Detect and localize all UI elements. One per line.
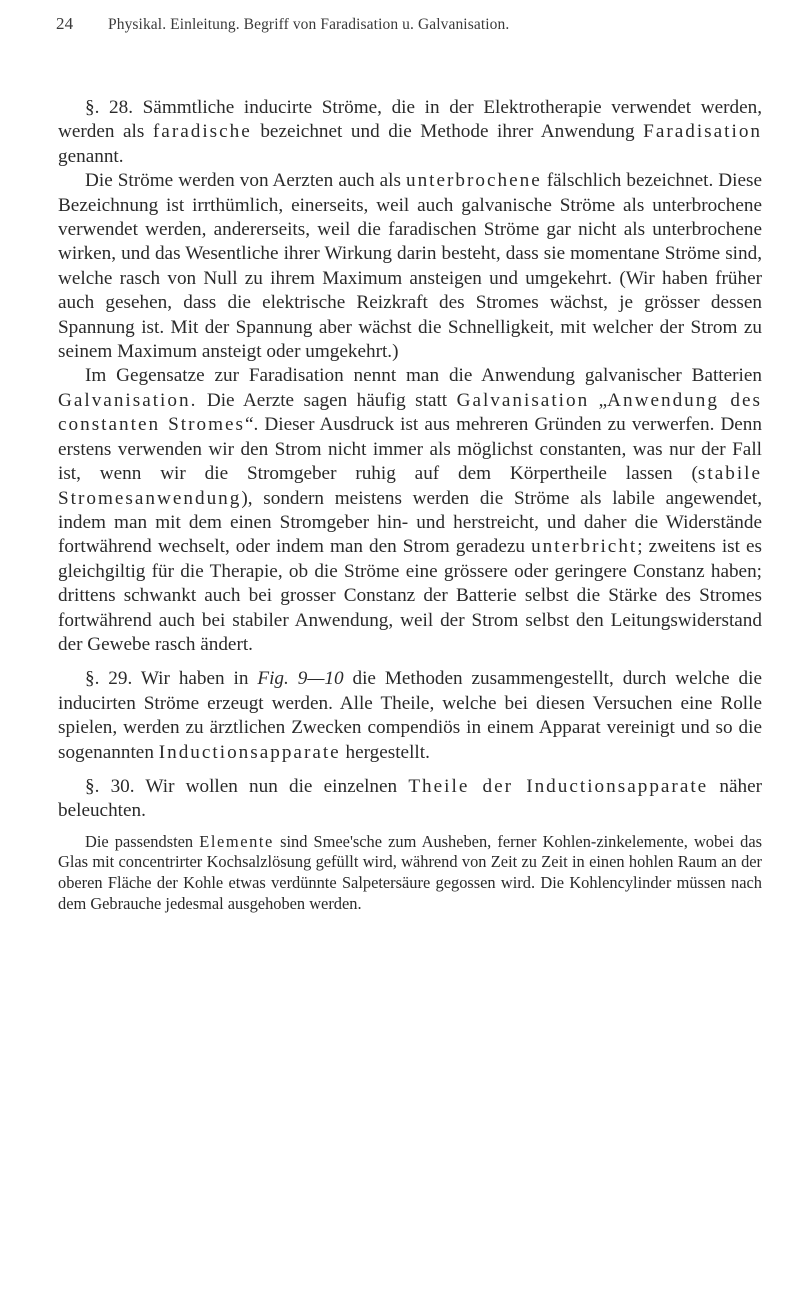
figure-reference: Fig. 9—10 [257,668,344,690]
page-body [58,96,762,914]
text-run: Im Gegensatze zur Faradisation nennt man die Anwendung galvanischer Batterien [85,365,762,387]
spaced-term: Faradisation [643,121,763,143]
paragraph-elemente [58,832,762,914]
page-number: 24 [56,14,74,33]
text-run: §. 30. Wir wollen nun die einzelnen [85,775,409,797]
spaced-term: stabile Stromesanwendung [58,463,762,509]
text-run: §. 29. Wir haben in [85,668,258,690]
page-header [56,14,740,40]
text-run: sind Smee'sche zum Ausheben, ferner Kohlen-zinkelemente, wobei das Glas mit concentrirter Kochsalzlösung gefüllt wird, während von Zeit zu Zeit in einen hohlen Raum an der oberen Fläche der Kohle etwas verdünnte Salpetersäure gegossen wird. Die Kohlencylinder müssen nach dem Gebrauche jedesmal ausgehoben werden. [58,831,762,913]
paragraph-unterbrochene [58,169,762,364]
spaced-term: Anwendung des constanten Stromes [58,389,762,436]
paragraph-30 [58,775,762,824]
text-run: bezeichnet und die Methode ihrer Anwendung [251,121,644,143]
text-run: näher beleuchten. [58,775,762,822]
text-run: „ [589,389,608,411]
spaced-term: Elemente [199,831,274,851]
spaced-term: Theile der Inductionsapparate [408,775,709,797]
running-title: Physikal. Einleitung. Begriff von Faradisation u. Galvanisation. [108,16,510,33]
paragraph-29 [58,667,762,765]
spaced-term: unterbrochene [405,170,542,192]
spaced-term: Galvanisation [456,389,590,411]
spaced-term: unterbricht [531,536,638,558]
paragraph-galvanisation [58,364,762,657]
text-run: hergestellt. [340,741,430,763]
spaced-term: Inductionsapparate [158,741,341,763]
text-run: Die Ströme werden von Aerzten auch als [85,170,406,192]
spaced-term: faradische [152,121,252,143]
text-run: fälschlich bezeichnet. Diese Bezeichnung ist irrthümlich, einerseits, weil auch galvanische Ströme als unterbrochene verwendet werden, andererseits, weil die faradischen Ströme gar nicht als unterbrochene wirken, und das Wesentliche ihrer Wirkung darin besteht, dass sie momentane Ströme sind, welche rasch von Null zu ihrem Maximum ansteigen und umgekehrt. (Wir haben früher auch gesehen, dass die elektrische Reizkraft des Stromes wächst, je grösser dessen Spannung ist. Mit der Spannung aber wächst die Schnelligkeit, mit welcher der Strom zu seinem Maximum ansteigt oder umgekehrt.) [58,170,762,363]
text-run: “. Dieser Ausdruck ist aus mehreren Gründen zu verwerfen. Denn erstens verwenden wir den Strom nicht immer als möglichst constanten, was nur der Fall ist, wenn wir die Stromgeber ruhig auf dem Körpertheile lassen ( [58,414,762,485]
text-run: ), sondern meistens werden die Ströme als labile angewendet, indem man mit dem einen Stromgeber hin- und herstreicht, und daher die Widerstände fortwährend wechselt, oder indem man den Strom geradezu [58,487,762,558]
text-run: Die Aerzte sagen häufig statt [197,389,457,411]
text-run: ; zweitens ist es gleichgiltig für die Therapie, ob die Ströme eine grössere oder geringere Constanz haben; drittens schwankt auch bei grosser Constanz der Batterie selbst die Stärke des Stromes fortwährend auch bei stabiler Anwendung, weil der Strom selbst den Leitungswiderstand der Gewebe rasch ändert. [58,536,762,655]
text-run: Die passendsten [85,831,200,851]
spaced-term: Galvanisation. [58,389,198,411]
text-run: die Methoden zusammengestellt, durch welche die inducirten Ströme erzeugt werden. Alle Theile, welche bei diesen Versuchen eine Rolle spielen, werden zu ärztlichen Zwecken compendiös in einem Apparat vereinigt und so die sogenannten [58,668,762,763]
text-run: §. 28. Sämmtliche inducirte Ströme, die in der Elektrotherapie verwendet werden, werden als [58,97,762,143]
text-run: genannt. [58,145,124,167]
paragraph-28 [58,96,762,169]
